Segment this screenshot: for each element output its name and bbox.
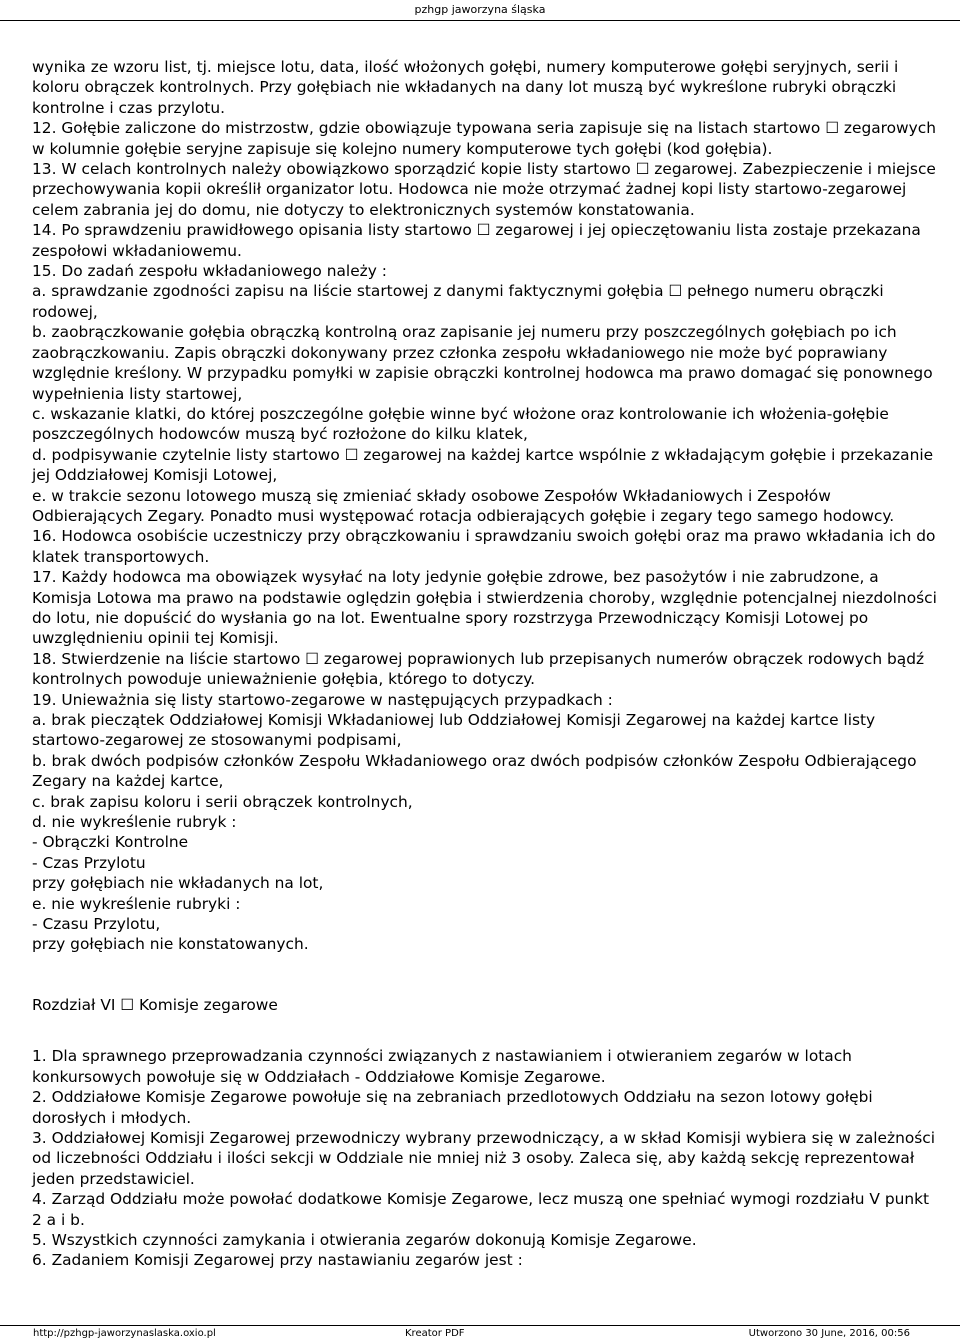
- paragraph: b. brak dwóch podpisów członków Zespołu Wkładaniowego oraz dwóch podpisów członków Zespołu Odbierającego Zegary na każdej kartce,: [32, 751, 917, 791]
- paragraph: - Czasu Przylotu,: [32, 915, 161, 934]
- footer-created-date: Utworzono 30 June, 2016, 00:56: [748, 1328, 910, 1339]
- page-header: [0, 0, 960, 21]
- document-body: [32, 57, 942, 1271]
- paragraph: - Czas Przylotu: [32, 853, 146, 872]
- chapter-heading: Rozdział VI ☐ Komisje zegarowe: [32, 995, 278, 1014]
- paragraph: b. zaobrączkowanie gołębia obrączką kontrolną oraz zapisanie jej numeru przy poszczególnych gołębiach po ich zaobrączkowaniu. Zapis obrączki dokonywany przez członka zespołu wkładaniowego nie może być poprawiany względnie kreślony. W przypadku pomyłki w zapisie obrączki kontrolnej hodowca ma prawo domagać się ponownego wypełnienia listy startowej,: [32, 323, 933, 403]
- paragraph: przy gołębiach nie konstatowanych.: [32, 935, 309, 954]
- paragraph: 16. Hodowca osobiście uczestniczy przy obrączkowaniu i sprawdzaniu swoich gołębi oraz ma prawo wkładania ich do klatek transportowych.: [32, 527, 936, 566]
- paragraph: 5. Wszystkich czynności zamykania i otwierania zegarów dokonują Komisje Zegarowe.: [32, 1230, 697, 1249]
- spacer: [32, 955, 942, 995]
- paragraph: 2. Oddziałowe Komisje Zegarowe powołuje się na zebraniach przedlotowych Oddziału na sezon lotowy gołębi dorosłych i młodych.: [32, 1088, 873, 1127]
- footer-creator: Kreator PDF: [405, 1328, 465, 1339]
- paragraph: - Obrączki Kontrolne: [32, 833, 189, 852]
- page-footer: [0, 1325, 960, 1342]
- paragraph: 18. Stwierdzenie na liście startowo ☐ zegarowej poprawionych lub przepisanych numerów obrączek rodowych bądź kontrolnych powoduje unieważnienie gołębia, którego to dotyczy.: [32, 649, 925, 689]
- paragraph: 14. Po sprawdzeniu prawidłowego opisania listy startowo ☐ zegarowej i jej opieczętowaniu lista zostaje przekazana zespołowi wkładaniowemu.: [32, 221, 921, 260]
- spacer: [32, 1015, 942, 1046]
- paragraph: 17. Każdy hodowca ma obowiązek wysyłać na loty jedynie gołębie zdrowe, bez pasożytów i nie zabrudzone, a Komisja Lotowa ma prawo na podstawie oględzin gołębia i stwierdzenia choroby, względnie potencjalnej niezdolności do lotu, nie dopuścić do wysłania go na lot. Ewentualne spory rozstrzyga Przewodniczący Komisji Lotowej po uwzględnieniu opinii tej Komisji.: [32, 568, 937, 648]
- footer-url: http://pzhgp-jaworzynaslaska.oxio.pl: [33, 1328, 216, 1339]
- paragraph: 1. Dla sprawnego przeprowadzania czynności związanych z nastawianiem i otwieraniem zegarów w lotach konkursowych powołuje się w Oddziałach - Oddziałowe Komisje Zegarowe.: [32, 1047, 852, 1086]
- paragraph: 13. W celach kontrolnych należy obowiązkowo sporządzić kopie listy startowo ☐ zegarowej. Zabezpieczenie i miejsce przechowywania kopii określił organizator lotu. Hodowca nie może otrzymać żadnej kopi listy startowo-zegarowej celem zabrania jej do domu, nie dotyczy to elektronicznych systemów konstatowania.: [32, 160, 936, 219]
- paragraph: d. podpisywanie czytelnie listy startowo ☐ zegarowej na każdej kartce wspólnie z wkładającym gołębie i przekazanie jej Oddziałowej Komisji Lotowej,: [32, 445, 934, 485]
- paragraph: 15. Do zadań zespołu wkładaniowego należy :: [32, 262, 387, 281]
- paragraph: c. brak zapisu koloru i serii obrączek kontrolnych,: [32, 792, 413, 811]
- paragraph: 12. Gołębie zaliczone do mistrzostw, gdzie obowiązuje typowana seria zapisuje się na listach startowo ☐ zegarowych w kolumnie gołębie seryjne zapisuje się kolejno numery komputerowe tych gołębi (kod gołębia).: [32, 119, 936, 158]
- paragraph: 19. Unieważnia się listy startowo-zegarowe w następujących przypadkach :: [32, 690, 613, 709]
- paragraph: 4. Zarząd Oddziału może powołać dodatkowe Komisje Zegarowe, lecz muszą one spełniać wymogi rozdziału V punkt 2 a i b.: [32, 1190, 930, 1229]
- paragraph: 6. Zadaniem Komisji Zegarowej przy nastawianiu zegarów jest :: [32, 1251, 523, 1270]
- paragraph: przy gołębiach nie wkładanych na lot,: [32, 874, 324, 893]
- paragraph: d. nie wykreślenie rubryk :: [32, 813, 237, 832]
- paragraph: wynika ze wzoru list, tj. miejsce lotu, data, ilość włożonych gołębi, numery komputerowe gołębi seryjnych, serii i koloru obrączek kontrolnych. Przy gołębiach nie wkładanych na dany lot muszą być wykreślone rubryki obrączki kontrolne i czas przylotu.: [32, 58, 899, 117]
- paragraph: 3. Oddziałowej Komisji Zegarowej przewodniczy wybrany przewodniczący, a w skład Komisji wybiera się w zależności od liczebności Oddziału i ilości sekcji w Oddziale nie mniej niż 3 osoby. Zaleca się, aby każdą sekcję reprezentował jeden przedstawiciel.: [32, 1128, 936, 1188]
- header-title: pzhgp jaworzyna śląska: [414, 3, 546, 16]
- paragraph: a. brak pieczątek Oddziałowej Komisji Wkładaniowej lub Oddziałowej Komisji Zegarowej na każdej kartce listy startowo-zegarowej ze stosowanymi podpisami,: [32, 711, 876, 750]
- paragraph: e. nie wykreślenie rubryki :: [32, 894, 241, 913]
- paragraph: c. wskazanie klatki, do której poszczególne gołębie winne być włożone oraz kontrolowanie ich włożenia-gołębie poszczególnych hodowców muszą być rozłożone do kilku klatek,: [32, 404, 889, 444]
- paragraph: a. sprawdzanie zgodności zapisu na liście startowej z danymi faktycznymi gołębia ☐ pełnego numeru obrączki rodowej,: [32, 282, 884, 321]
- paragraph: e. w trakcie sezonu lotowego muszą się zmieniać składy osobowe Zespołów Wkładaniowych i Zespołów Odbierających Zegary. Ponadto musi występować rotacja odbierających gołębie i zegary tego samego hodowcy.: [32, 486, 895, 525]
